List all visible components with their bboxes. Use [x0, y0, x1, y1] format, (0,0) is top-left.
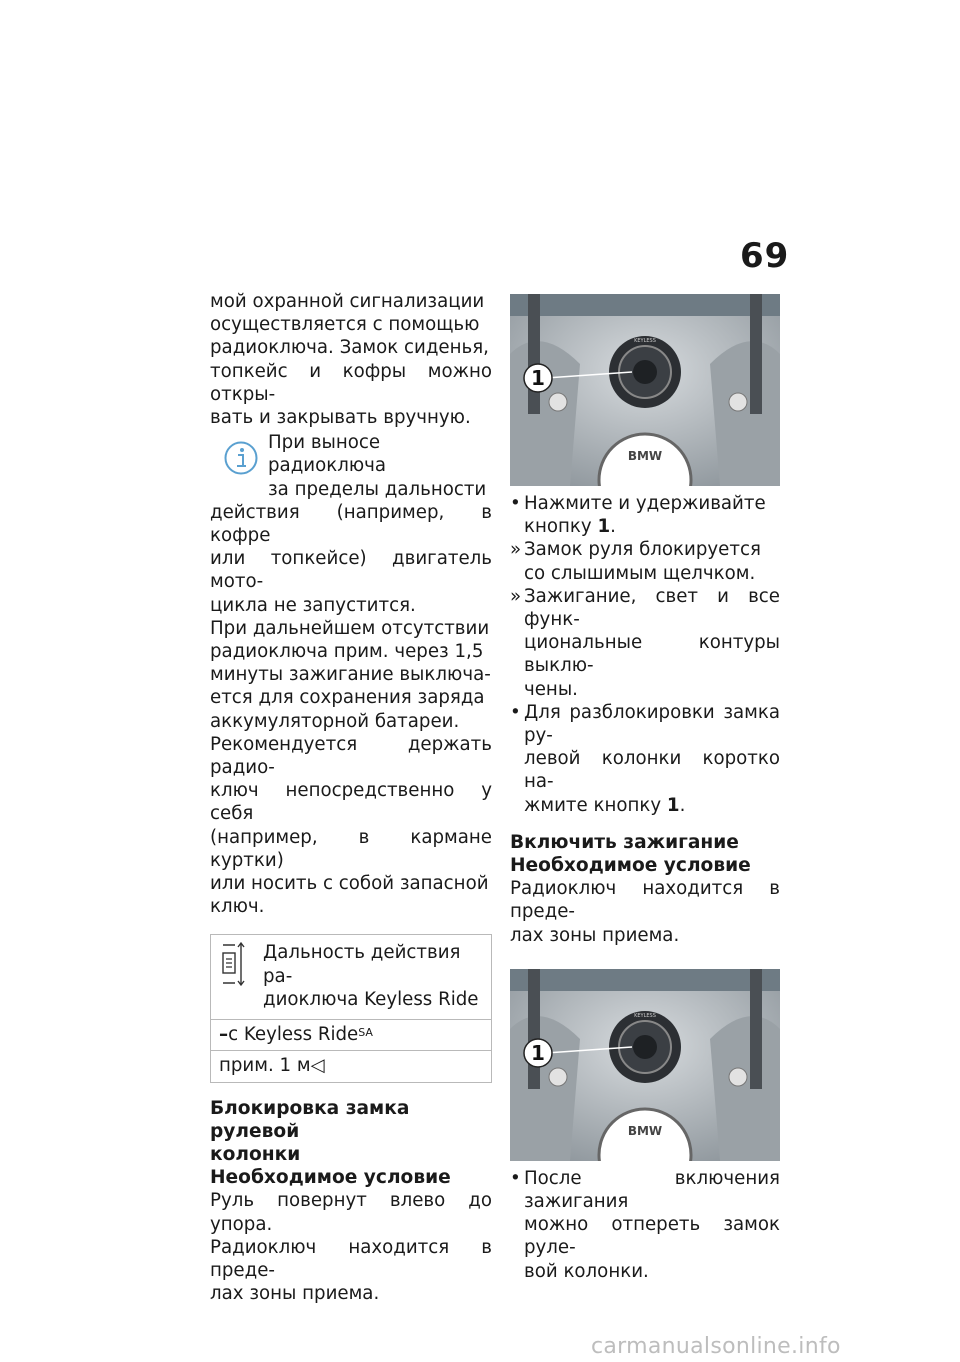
text-line: (например, в кармане куртки): [210, 826, 492, 871]
bmw-logo-text: BMW: [627, 449, 663, 463]
note-text: за пределы дальности: [268, 478, 487, 500]
text-line: лах зоны приема.: [210, 1283, 380, 1305]
text-line: колонки: [210, 1143, 301, 1165]
end-triangle-icon: ◁: [310, 1055, 325, 1077]
text-line: лах зоны приема.: [510, 924, 680, 946]
text-line: можно отпереть замок руле-: [524, 1214, 780, 1259]
text-line: минуты зажигание выключа-: [210, 664, 491, 686]
text-line: Рекомендуется держать радио-: [210, 733, 492, 779]
page-number: 69: [740, 236, 790, 276]
caliper-icon: [219, 941, 249, 987]
recommendation-paragraph: [210, 733, 492, 919]
info-note: [210, 431, 492, 617]
condition-paragraph: [210, 1189, 492, 1305]
text-line: мой охранной сигнализации: [210, 291, 485, 312]
text-line: .: [679, 794, 686, 816]
text-line: топкейс и кофры можно откры-: [210, 360, 492, 405]
spec-header: [211, 935, 491, 1020]
text-line: Нажмите и удерживайте: [524, 493, 766, 514]
text-line: вой колонки.: [524, 1260, 649, 1282]
section-heading-ignition: Включить зажигание: [510, 831, 739, 853]
steps-list-lock: [510, 492, 780, 817]
text-line: ключ.: [210, 896, 265, 918]
button-ref: 1: [597, 516, 611, 538]
list-item: [510, 538, 780, 584]
ring-label: KEYLESS: [634, 1012, 656, 1019]
left-column: [210, 290, 492, 1305]
text-line: со слышимым щелчком.: [524, 562, 756, 584]
text-line: жмите кнопку: [524, 794, 667, 816]
text-line: действия (например, в кофре: [210, 501, 492, 547]
variant-text: с Keyless Ride: [228, 1024, 359, 1046]
callout-1: 1: [531, 366, 545, 390]
list-item: [510, 585, 780, 701]
spec-title: [263, 941, 485, 1011]
text-line: осуществляется с помощью: [210, 314, 480, 336]
text-line: левой колонки коротко на-: [524, 748, 780, 793]
text-line: ключ непосредственно у себя: [210, 780, 492, 825]
spec-row-value: [211, 1051, 491, 1081]
text-line: ется для сохранения заряда: [210, 687, 485, 709]
result-symbol: »: [510, 539, 522, 561]
text-line: После включения зажигания: [524, 1167, 780, 1213]
text-line: Руль повернут влево до упора.: [210, 1190, 492, 1235]
bullet-symbol: •: [510, 1167, 521, 1189]
text-line: чены.: [524, 678, 578, 700]
battery-paragraph: [210, 617, 492, 733]
steps-list-ignition: [510, 1167, 780, 1283]
ring-label: KEYLESS: [634, 338, 656, 344]
subheading-condition: Необходимое условие: [210, 1167, 451, 1189]
text-line: радиоключа прим. через 1,5: [210, 641, 484, 663]
text-line: вать и закрывать вручную.: [210, 407, 471, 429]
text-line: циональные контуры выклю-: [524, 632, 780, 677]
bmw-logo-text: BMW: [627, 1123, 663, 1138]
spec-row-variant: [211, 1020, 491, 1051]
text-line: или топкейсе) двигатель мото-: [210, 548, 492, 593]
button-ref: 1: [666, 794, 680, 816]
right-column: [510, 294, 780, 1283]
subheading-condition: Необходимое условие: [510, 855, 751, 877]
text-line: Для разблокировки замка ру-: [524, 701, 780, 747]
watermark: carmanualsonline.info: [591, 1334, 841, 1359]
text-line: Блокировка замка рулевой: [210, 1097, 410, 1142]
text-line: .: [610, 516, 616, 538]
dash-marker: –: [219, 1024, 229, 1046]
condition-paragraph: [510, 877, 780, 947]
text-line: кнопку: [524, 516, 598, 538]
callout-1: 1: [531, 1040, 545, 1065]
result-symbol: »: [510, 585, 522, 607]
text-line: Радиоключ находится в преде-: [210, 1236, 492, 1281]
sa-superscript: SA: [358, 1026, 373, 1040]
keyless-button-photo-2: [510, 969, 780, 1161]
list-item: [510, 1167, 780, 1283]
section-heading-lock: [210, 1097, 492, 1167]
text-line: Замок руля блокируется: [524, 539, 761, 561]
bullet-symbol: •: [510, 701, 521, 723]
text-line: диоключа Keyless Ride: [263, 988, 479, 1010]
list-item: [510, 701, 780, 817]
spec-table: [210, 934, 492, 1082]
bullet-symbol: •: [510, 493, 521, 514]
text-line: или носить с собой запасной: [210, 873, 489, 895]
intro-paragraph: [210, 290, 492, 429]
text-line: Дальность действия ра-: [263, 942, 461, 987]
note-continuation: [210, 501, 492, 617]
text-line: Радиоключ находится в преде-: [510, 878, 780, 923]
list-item: [510, 492, 780, 538]
note-text: При выносе радиоключа: [268, 432, 387, 477]
text-line: радиоключа. Замок сиденья,: [210, 337, 489, 359]
text-line: цикла не запустится.: [210, 594, 416, 616]
info-icon: [224, 441, 258, 475]
keyless-button-photo: [510, 294, 780, 486]
text-line: аккумуляторной батареи.: [210, 710, 460, 732]
range-value: прим. 1 м: [219, 1055, 311, 1077]
text-line: При дальнейшем отсутствии: [210, 617, 490, 639]
text-line: Зажигание, свет и все функ-: [524, 585, 780, 631]
